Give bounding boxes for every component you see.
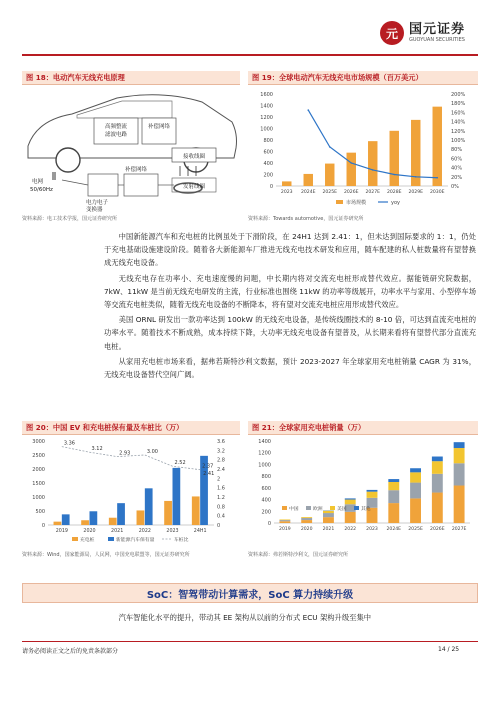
logo-en: GUOYUAN SECURITIES xyxy=(409,37,465,43)
fig19-title: 图 19：全球电动汽车无线充电市场规模（百万美元） xyxy=(252,72,423,82)
x-tick-label: 2027E xyxy=(451,527,467,532)
fig18-label-rectifier-2: 滤波电路 xyxy=(104,132,128,138)
paragraph-4: 从家用充电桩市场来看，据弗若斯特沙利文数据，预计 2023-2027 年全球家用充电桩销量 CAGR 为 31%，无线充电设备替代空间广阔。 xyxy=(104,356,476,380)
x-tick-label: 2021 xyxy=(322,527,335,532)
bar-segment xyxy=(367,490,378,492)
bar-segment xyxy=(432,474,443,493)
y-tick-label: 500 xyxy=(35,509,45,515)
y-tick-label: 800 xyxy=(263,138,273,144)
bar-segment xyxy=(432,461,443,474)
y-tick-label: 3000 xyxy=(32,439,45,445)
x-tick-label: 2030E xyxy=(429,190,445,195)
ratio-data-label: 2.93 xyxy=(119,450,131,457)
y-tick-label: 400 xyxy=(261,497,271,504)
bar-segment xyxy=(432,457,443,462)
y2-tick-label: 80% xyxy=(451,147,463,154)
bar xyxy=(282,181,291,186)
bar-segment xyxy=(410,472,421,482)
x-tick-label: 2023 xyxy=(166,529,179,534)
y-tick-label: 2000 xyxy=(32,467,45,473)
y-tick-label: 0 xyxy=(269,184,273,190)
brand-logo xyxy=(380,18,490,48)
y2-tick-label: 3.2 xyxy=(217,448,225,455)
bar-segment xyxy=(454,463,465,485)
bar-segment xyxy=(345,500,356,505)
y2-tick-label: 200% xyxy=(451,92,466,98)
y2-tick-label: 60% xyxy=(451,156,463,163)
legend-label-ratio: 车桩比 xyxy=(174,538,189,543)
legend-swatch-pile xyxy=(72,537,78,541)
y-tick-label: 2500 xyxy=(32,453,45,459)
fig20-chart xyxy=(22,437,240,547)
bar-segment xyxy=(454,486,465,523)
header-rule xyxy=(22,54,478,56)
bar-segment xyxy=(454,448,465,463)
x-tick-label: 2023 xyxy=(366,527,378,532)
bar-pile xyxy=(192,496,200,525)
bar-segment xyxy=(410,498,421,523)
y-tick-label: 1000 xyxy=(260,126,273,133)
y-tick-label: 600 xyxy=(263,149,273,156)
y2-tick-label: 160% xyxy=(451,110,466,117)
bar-segment xyxy=(432,493,443,523)
legend-label: 其他 xyxy=(361,507,371,512)
legend-label-market: 市场规模 xyxy=(346,200,367,206)
bar-segment xyxy=(301,518,312,520)
fig18-label-grid-2: 50/60Hz xyxy=(30,187,53,193)
section-heading-bar xyxy=(22,583,478,603)
y2-tick-label: 0.4 xyxy=(217,513,225,520)
legend-label: 美国 xyxy=(337,507,347,512)
bar-segment xyxy=(388,490,399,503)
bar xyxy=(390,131,399,186)
fig18-title-bar xyxy=(22,71,240,85)
x-tick-label: 2019 xyxy=(55,529,68,534)
legend-swatch xyxy=(306,506,311,510)
footer-rule xyxy=(22,641,478,642)
y-tick-label: 1000 xyxy=(258,462,271,469)
ratio-line xyxy=(62,447,200,470)
y-tick-label: 0 xyxy=(267,521,271,527)
fig18-source: 资料来源：电工技术学报，国元证券研究所 xyxy=(22,216,118,222)
legend-swatch xyxy=(354,506,359,510)
ratio-data-label: 2.37 xyxy=(202,463,214,470)
bar-pile xyxy=(164,501,172,525)
bar-ev xyxy=(90,511,98,525)
y2-tick-label: 0 xyxy=(217,523,221,529)
fig21-title-bar xyxy=(248,421,478,435)
ratio-data-label: 3.36 xyxy=(63,440,75,447)
fig18-label-grid-1: 电网 xyxy=(32,179,44,185)
bar-segment xyxy=(345,512,356,523)
fig18-title: 图 18：电动汽车无线充电原理 xyxy=(26,72,125,82)
y2-tick-label: 0.8 xyxy=(217,504,225,511)
legend-swatch xyxy=(282,506,287,510)
bar-segment xyxy=(388,503,399,523)
legend-swatch-ev xyxy=(108,537,114,541)
bar-segment xyxy=(367,492,378,498)
bar-segment xyxy=(301,520,312,523)
legend-label-pile: 充电桩 xyxy=(80,538,95,543)
x-tick-label: 2020 xyxy=(83,529,96,534)
ratio-data-label: 3.12 xyxy=(91,446,103,453)
fig18-label-converter-2: 变换器 xyxy=(86,207,103,213)
section-intro: 汽车智能化水平的提升，带动其 EE 架构从以前的分布式 ECU 架构升级至集中 xyxy=(118,613,372,622)
fig18-label-receiver: 接收线圈 xyxy=(182,154,206,160)
bar xyxy=(347,153,356,186)
ratio-data-label: 2.52 xyxy=(174,460,186,467)
legend-swatch xyxy=(330,506,335,510)
bar-segment xyxy=(388,482,399,490)
paragraph-1: 中国新能源汽车和充电桩的比例虽处于下滑阶段，在 24H1 达到 2.41：1，但未达到国际要求的 1：1，仍处于充电基础设施建设阶段。随着各大新能源车厂推进无线充电技术研发和应用，随车配建的私人桩数量将有望替换成无线充电设备。 xyxy=(104,232,476,268)
fig18-label-converter-1: 电力电子 xyxy=(86,200,109,206)
x-tick-label: 2025E xyxy=(408,527,423,532)
bar-segment xyxy=(454,442,465,448)
y2-tick-label: 2 xyxy=(217,476,221,483)
bar-pile xyxy=(109,518,117,525)
bar-segment xyxy=(323,517,334,523)
y2-tick-label: 2.4 xyxy=(217,467,225,473)
fig20-title-bar xyxy=(22,421,240,435)
body-text xyxy=(104,230,476,381)
page-number: 14 / 25 xyxy=(438,646,460,653)
y2-tick-label: 120% xyxy=(451,128,466,135)
fig19-title-bar xyxy=(248,71,478,85)
bar xyxy=(325,164,334,186)
paragraph-2: 无线充电存在功率小、充电速度慢的问题，中长期内将对交流充电桩形成替代效应。据能链研究院数据，7kW、11kW 是当前无线充电研发的主流，行业标准也围绕 11kW 的功率等级展开，功率水平与家用、小型停车场等交流充电桩类似，随着无线充电设备的不断降本，将有望对交流充电桩应用形成替代效应。 xyxy=(104,273,476,310)
bar-pile xyxy=(137,510,145,525)
bar xyxy=(433,107,442,186)
fig20-title: 图 20：中国 EV 和充电桩保有量及车桩比（万） xyxy=(26,422,184,432)
bar-segment xyxy=(388,479,399,482)
bar-segment xyxy=(410,483,421,499)
bar-segment xyxy=(279,520,290,521)
y-tick-label: 1400 xyxy=(258,439,271,445)
bar-ev xyxy=(173,468,181,525)
y2-tick-label: 3.6 xyxy=(217,439,225,445)
y2-tick-label: 40% xyxy=(451,165,463,172)
bar-pile xyxy=(54,522,62,525)
y-tick-label: 200 xyxy=(263,172,273,179)
bar-segment xyxy=(410,468,421,472)
y-tick-label: 600 xyxy=(261,485,271,492)
section-title: SoC：智驾带动计算需求，SoC 算力持续升级 xyxy=(146,589,354,601)
fig18-label-comp-bottom: 补偿网络 xyxy=(125,167,148,173)
fig18-label-transmitter: 发射线圈 xyxy=(182,184,206,190)
x-tick-label: 24H1 xyxy=(193,529,207,534)
y-tick-label: 1600 xyxy=(260,92,273,98)
bar-ev xyxy=(62,514,70,525)
fig21-chart xyxy=(248,437,478,547)
bar-segment xyxy=(279,521,290,523)
y2-tick-label: 20% xyxy=(451,174,463,181)
x-tick-label: 2027E xyxy=(365,190,381,195)
y-tick-label: 0 xyxy=(41,523,45,529)
x-tick-label: 2025E xyxy=(322,190,338,195)
y-tick-label: 1500 xyxy=(32,481,45,487)
footer-disclaimer: 请务必阅读正文之后的免责条款部分 xyxy=(22,648,119,655)
y2-tick-label: 140% xyxy=(451,119,466,126)
ratio-data-label-extra: 2.41 xyxy=(203,470,215,477)
bar-ev xyxy=(145,488,153,525)
x-tick-label: 2026E xyxy=(343,190,359,195)
x-tick-label: 2022 xyxy=(138,529,151,534)
legend-label: 欧洲 xyxy=(313,507,323,512)
y-tick-label: 1000 xyxy=(32,495,45,501)
fig18-label-comp-top: 补偿网络 xyxy=(147,124,171,130)
y2-tick-label: 0% xyxy=(451,184,459,190)
y-tick-label: 1200 xyxy=(258,450,271,457)
x-tick-label: 2029E xyxy=(408,190,424,195)
y-tick-label: 1200 xyxy=(260,115,273,121)
y2-tick-label: 100% xyxy=(451,138,466,144)
fig20-source: 资料来源：Wind，国家能源局，人民网，中国充电联盟等，国元证券研究所 xyxy=(22,552,190,558)
legend-swatch-market xyxy=(336,200,343,204)
y-tick-label: 800 xyxy=(261,474,271,481)
x-tick-label: 2020 xyxy=(300,527,313,532)
paragraph-3: 美国 ORNL 研发出一款功率达到 100kW 的无线充电设备，是传统线圈技术的 8-10 倍，可达到直流充电桩的功率水平。随着技术不断成熟，成本持续下降，大功率无线充电设备有望普及，从长期来看将有望替代部分直流充电桩。 xyxy=(104,315,476,351)
y2-tick-label: 1.6 xyxy=(217,485,225,492)
fig19-source: 资料来源：Towards automotive，国元证券研究所 xyxy=(248,216,364,222)
y-tick-label: 200 xyxy=(261,509,271,516)
x-tick-label: 2023 xyxy=(280,190,293,195)
legend-label: 中国 xyxy=(289,507,299,512)
legend-label-ev: 新能源汽车保有量 xyxy=(116,538,155,543)
x-tick-label: 2024E xyxy=(386,527,402,532)
bar-segment xyxy=(345,498,356,499)
x-tick-label: 2021 xyxy=(111,529,124,534)
x-tick-label: 2019 xyxy=(279,527,291,532)
fig21-title: 图 21：全球家用充电桩销量（万） xyxy=(252,422,366,432)
x-tick-label: 2028E xyxy=(386,190,402,195)
y2-tick-label: 2.8 xyxy=(217,457,225,464)
x-tick-label: 2022 xyxy=(344,527,357,532)
fig21-source: 资料来源：弗若斯特沙利文，国元证券研究所 xyxy=(248,552,349,558)
legend-label-yoy: yoy xyxy=(391,200,400,206)
logo-name: 国元证券 xyxy=(409,22,466,37)
fig18-diagram xyxy=(22,88,240,213)
y2-tick-label: 1.2 xyxy=(217,495,225,501)
x-tick-label: 2024E xyxy=(300,190,316,195)
fig18-label-rectifier-1: 高频整流 xyxy=(104,124,128,130)
bar-ev xyxy=(117,503,125,525)
bar-segment xyxy=(323,513,334,517)
bar-segment xyxy=(323,511,334,513)
ratio-data-label: 3.00 xyxy=(146,449,158,455)
bar xyxy=(304,174,313,186)
y2-tick-label: 180% xyxy=(451,101,466,108)
x-tick-label: 2026E xyxy=(430,527,445,532)
fig19-chart xyxy=(248,88,478,210)
bar xyxy=(368,141,377,186)
logo-mark: 元 xyxy=(380,21,404,45)
bar-segment xyxy=(279,519,290,520)
y-tick-label: 1400 xyxy=(260,103,273,110)
bar-pile xyxy=(81,520,89,525)
y-tick-label: 400 xyxy=(263,161,273,167)
bar-segment xyxy=(301,517,312,518)
